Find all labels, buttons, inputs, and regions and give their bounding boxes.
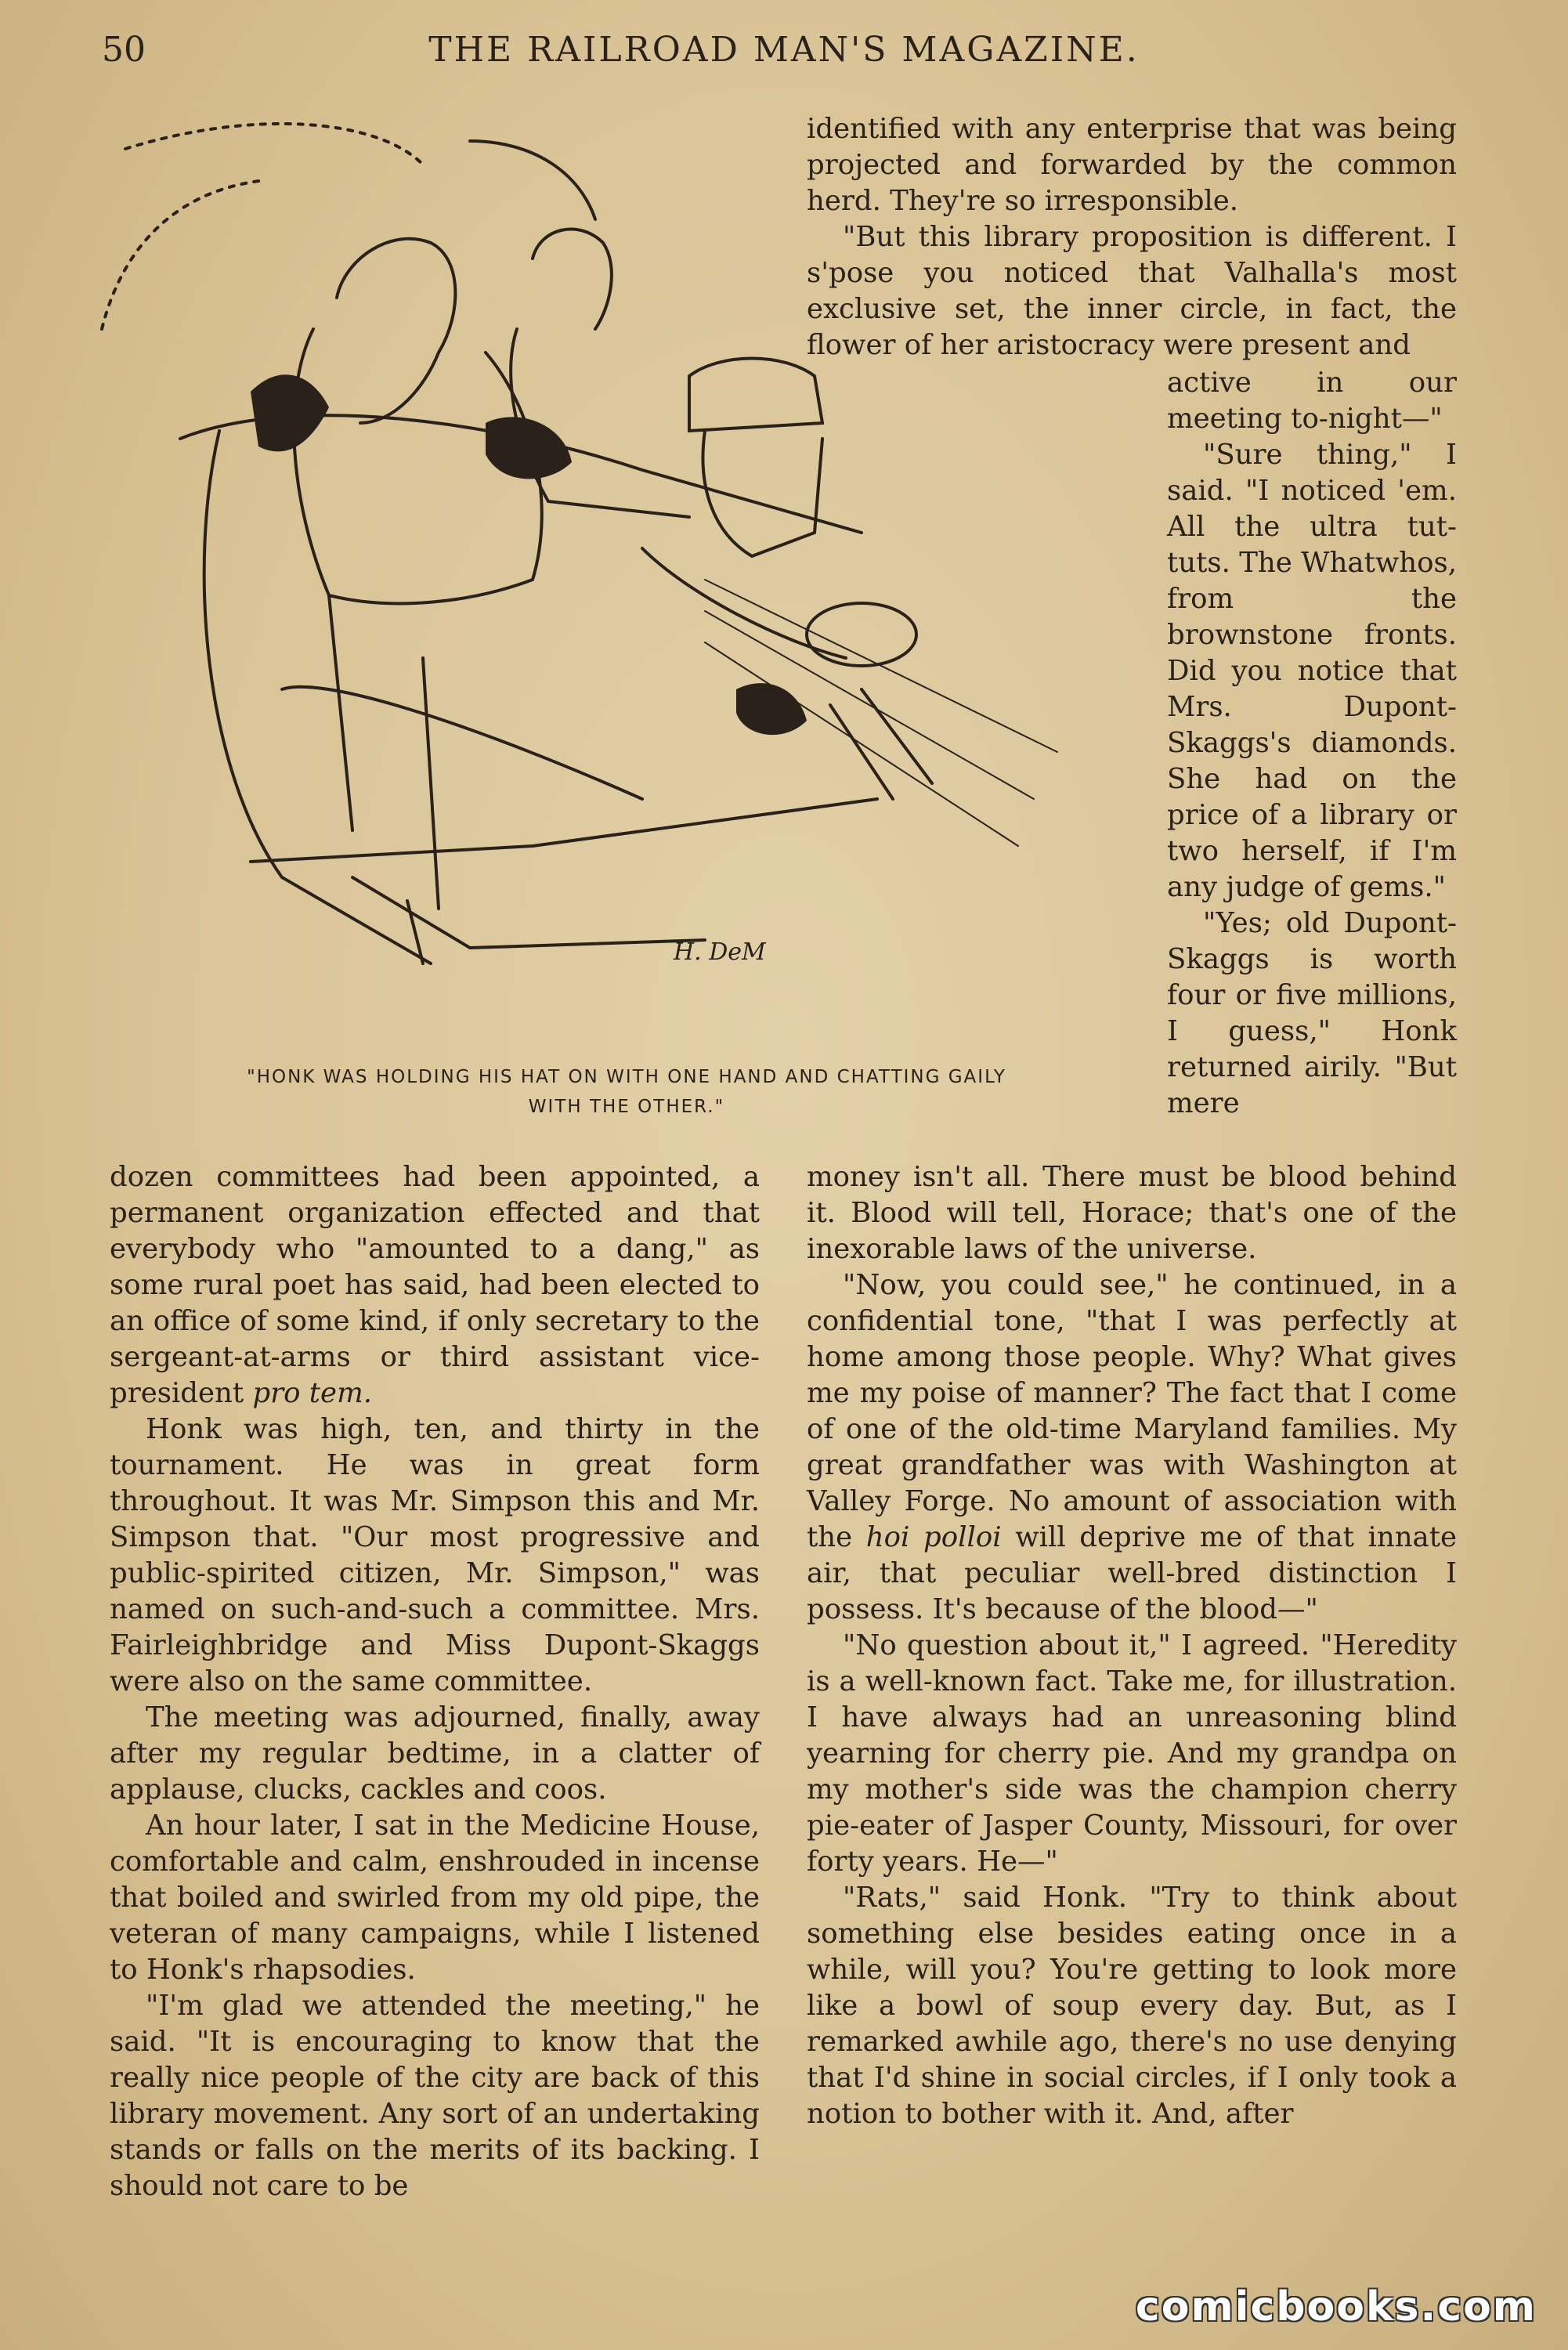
- paragraph: identified with any enterprise that was being projected and forwarded by the common herd. They're so irresponsible.: [807, 113, 1457, 217]
- right-column-bottom: [807, 1159, 1457, 2132]
- paragraph-text: "Now, you could see," he continued, in a confidential tone, "that I was perfectly at home among those people. Why? What gives me my poise of manner? The fact that I come of one of the old-time Maryland families. My great grandfather was with Washington at Valley Forge. No amount of association with the: [807, 1269, 1457, 1553]
- paragraph-text: dozen committees had been appointed, a permanent organization effected and that everybody who "amounted to a dang," as some rural poet has said, had been elected to an office of some kind, if only secretary to the sergeant-at-arms or third assistant vice-president: [110, 1161, 760, 1409]
- paragraph: active in our meeting to-night—": [1167, 367, 1457, 435]
- illustration-signature: H. DeM: [674, 938, 766, 966]
- paragraph: Honk was high, ten, and thirty in the tournament. He was in great form throughout. It was Mr. Simpson this and Mr. Simpson that. "Our most progressive and public-spirited citizen, Mr. Simpson," was named on such-and-such a committee. Mrs. Fairleighbridge and Miss Dupont-Skaggs were also on the same committee.: [110, 1413, 760, 1697]
- illustration-caption: [110, 1062, 1143, 1122]
- paragraph: "No question about it," I agreed. "Heredity is a well-known fact. Take me, for illustration. I have always had an unreasoning blind yearning for cherry pie. And my grandpa on my mother's side was the champion cherry pie-eater of Jasper County, Missouri, for over forty years. He—": [807, 1629, 1457, 1878]
- motorcar-illustration: [94, 94, 1159, 1065]
- paragraph-text: will deprive me of that innate air, that peculiar well-bred distinction I possess. It's because of the blood—": [807, 1521, 1457, 1625]
- italic-text: pro tem.: [252, 1377, 373, 1409]
- page-number: 50: [102, 30, 146, 70]
- italic-text: hoi polloi: [865, 1521, 1002, 1553]
- narrow-column: [1167, 365, 1457, 1122]
- running-head: THE RAILROAD MAN'S MAGAZINE.: [428, 30, 1140, 70]
- paragraph: "Yes; old Dupont-Skaggs is worth four or five millions, I guess," Honk returned airily. "But mere: [1167, 907, 1457, 1119]
- paragraph: [110, 1159, 760, 1412]
- paragraph: An hour later, I sat in the Medicine House, comfortable and calm, enshrouded in incense that boiled and swirled from my old pipe, the veteran of many campaigns, while I listened to Honk's rhapsodies.: [110, 1810, 760, 1986]
- paragraph: The meeting was adjourned, finally, away after my regular bedtime, in a clatter of applause, clucks, cackles and coos.: [110, 1701, 760, 1806]
- paragraph: "I'm glad we attended the meeting," he said. "It is encouraging to know that the really nice people of the city are back of this library movement. Any sort of an undertaking stands or falls on the merits of its backing. I should not care to be: [110, 1990, 760, 2202]
- paragraph: "Rats," said Honk. "Try to think about something else besides eating once in a while, will you? You're getting to look more like a bowl of soup every day. But, as I remarked awhile ago, there's no use denying that I'd shine in social circles, if I only took a notion to bother with it. And, after: [807, 1882, 1457, 2130]
- paragraph: money isn't all. There must be blood behind it. Blood will tell, Horace; that's one of the inexorable laws of the universe.: [807, 1161, 1457, 1265]
- paragraph: [807, 1267, 1457, 1628]
- site-watermark: comicbooks.com: [1135, 2283, 1537, 2330]
- paragraph: "But this library proposition is different. I s'pose you noticed that Valhalla's most exclusive set, the inner circle, in fact, the flower of her aristocracy were present and: [807, 221, 1457, 361]
- left-column-bottom: [110, 1159, 760, 2204]
- paragraph: "Sure thing," I said. "I noticed 'em. All the ultra tut-tuts. The Whatwhos, from the brownstone fronts. Did you notice that Mrs. Dupont-Skaggs's diamonds. She had on the price of a library or two herself, if I'm any judge of gems.": [1167, 439, 1457, 903]
- caption-line: WITH THE OTHER.": [528, 1097, 725, 1117]
- caption-line: "HONK WAS HOLDING HIS HAT ON WITH ONE HAND AND CHATTING GAILY: [247, 1067, 1006, 1087]
